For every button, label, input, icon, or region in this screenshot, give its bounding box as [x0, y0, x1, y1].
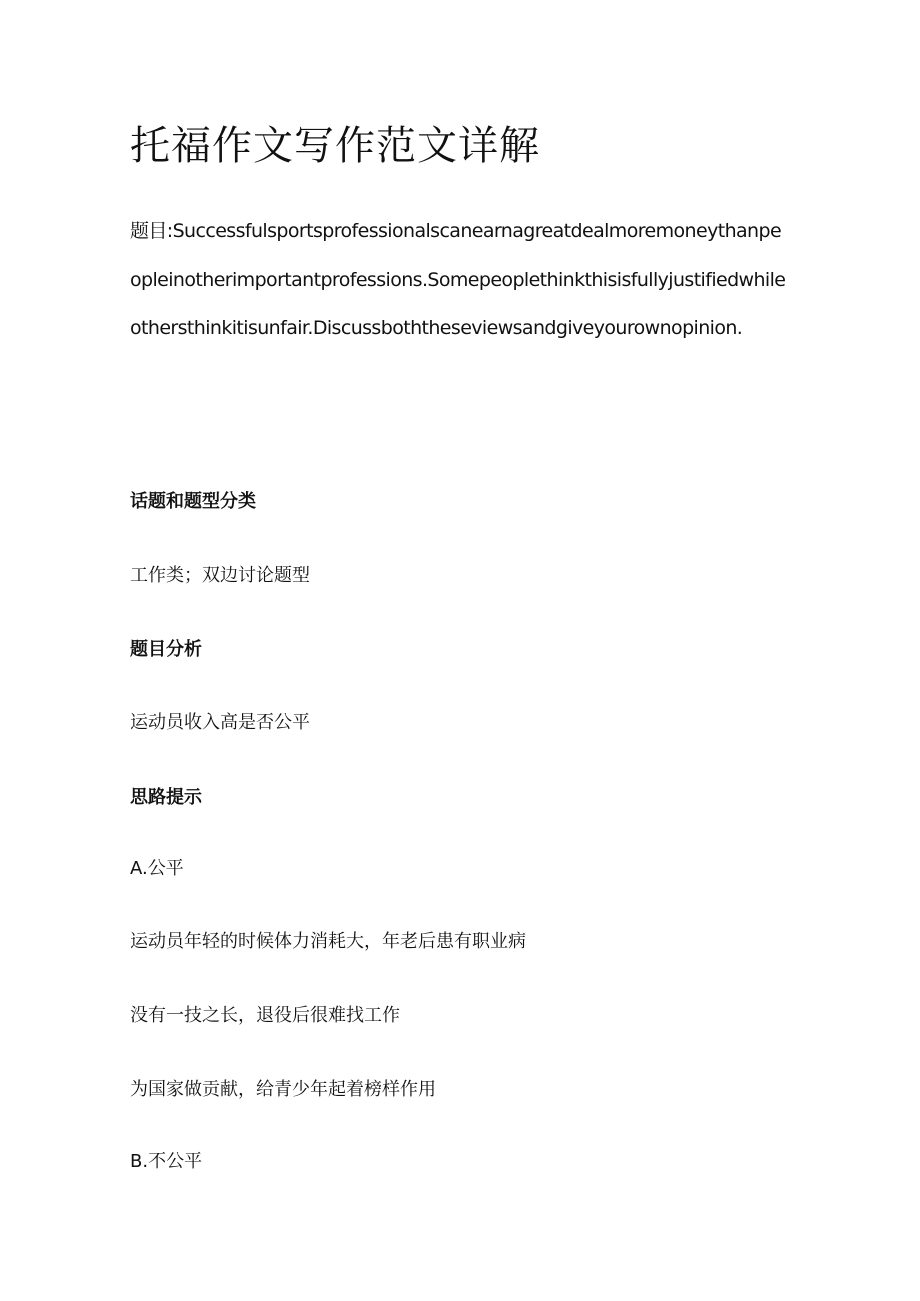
unfair-label: B.不公平	[130, 1151, 203, 1172]
document-title: 托福作文写作范文详解	[130, 123, 540, 169]
classification-text: 工作类；双边讨论题型	[130, 565, 310, 586]
analysis-heading: 题目分析	[130, 639, 202, 660]
analysis-text: 运动员收入高是否公平	[130, 712, 310, 733]
fair-label: A.公平	[130, 858, 184, 879]
fair-point-item: 为国家做贡献，给青少年起着榜样作用	[130, 1079, 436, 1100]
essay-topic-paragraph: 题目:Successfulsportsprofessionalscanearnagreatdealmoremoneythanpeopleinotherimportantprofessions.Somepeoplethinkthisisfullyjustifiedwhileothersthinkitisunfair.Discussboththeseviewsandgiveyourownopinion.	[130, 220, 786, 339]
fair-point-item: 没有一技之长，退役后很难找工作	[130, 1005, 400, 1026]
classification-heading: 话题和题型分类	[130, 491, 256, 512]
fair-point-item: 运动员年轻的时候体力消耗大，年老后患有职业病	[130, 931, 526, 952]
ideas-heading: 思路提示	[130, 787, 202, 808]
